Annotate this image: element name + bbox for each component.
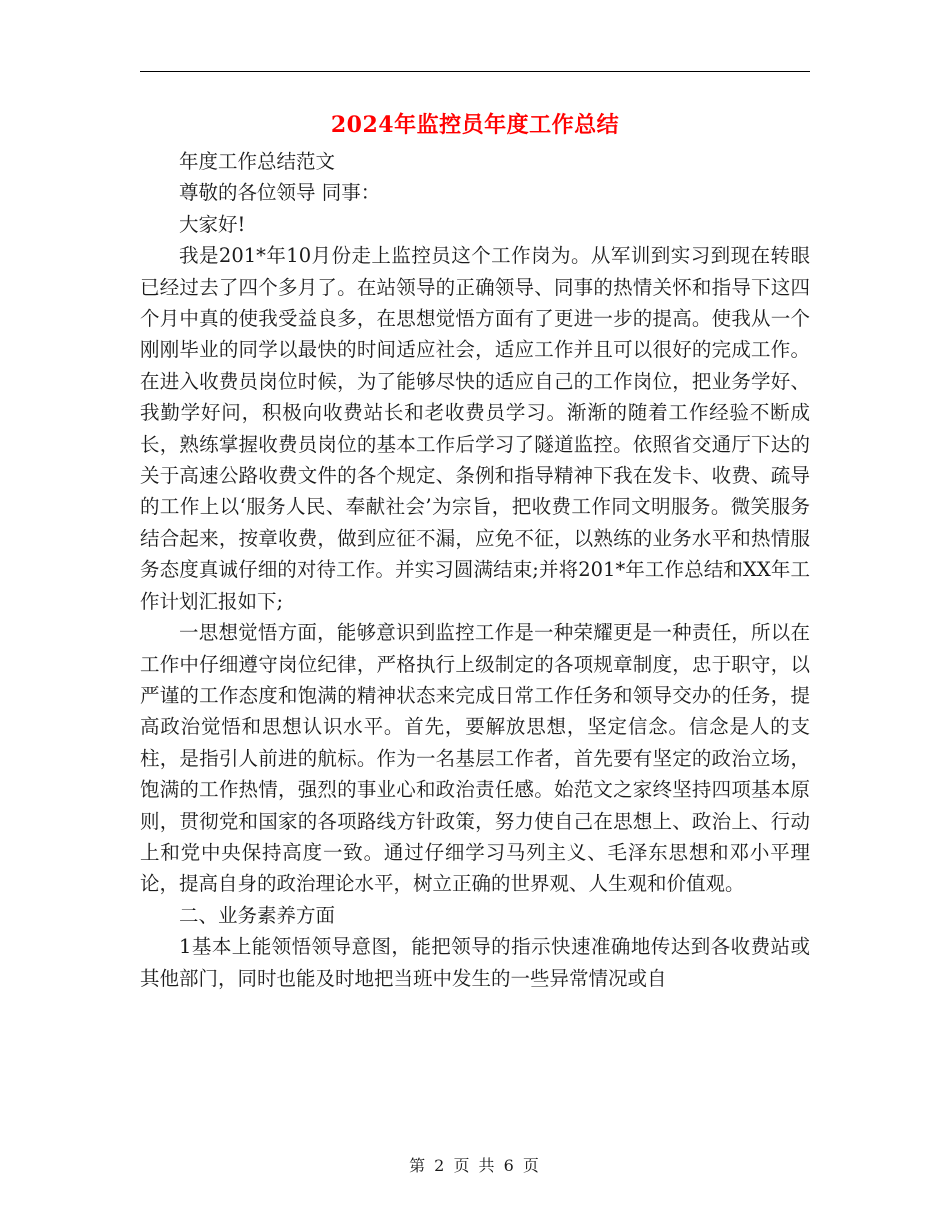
- paragraph-salutation: 尊敬的各位领导 同事：: [179, 181, 381, 205]
- paragraph-ideology: 一思想觉悟方面，能够意识到监控工作是一种荣耀更是一种责任，所以在工作中仔细遵守岗位纪律，严格执行上级制定的各项规章制度，忠于职守，以严谨的工作态度和饱满的精神状态来完成日常工作任务和领导交办的任务，提高政治觉悟和思想认识水平。首先，要解放思想，坚定信念。信念是人的支柱，是指引人前进的航标。作为一名基层工作者，首先要有坚定的政治立场，饱满的工作热情，强烈的事业心和政治责任感。始范文之家终坚持四项基本原则，贯彻党和国家的各项路线方针政策，努力使自己在思想上、政治上、行动上和党中央保持高度一致。通过仔细学习马列主义、毛泽东思想和邓小平理论，提高自身的政治理论水平，树立正确的世界观、人生观和价值观。: [140, 621, 810, 896]
- page-number-footer: 第 2 页 共 6 页: [409, 1156, 541, 1175]
- paragraph-greeting: 大家好!: [179, 212, 246, 236]
- paragraph-subtitle: 年度工作总结范文: [179, 150, 336, 173]
- document-body: [140, 146, 810, 994]
- document-title: 2024年监控员年度工作总结: [330, 112, 620, 138]
- paragraph-intro: 我是201*年10月份走上监控员这个工作岗为。从军训到实习到现在转眼已经过去了四个多月了。在站领导的正确领导、同事的热情关怀和指导下这四个月中真的使我受益良多，在思想觉悟方面有了更进一步的提高。使我从一个刚刚毕业的同学以最快的时间适应社会，适应工作并且可以很好的完成工作。在进入收费员岗位时候，为了能够尽快的适应自己的工作岗位，把业务学好、我勤学好问，积极向收费站长和老收费员学习。渐渐的随着工作经验不断成长，熟练掌握收费员岗位的基本工作后学习了隧道监控。依照省交通厅下达的关于高速公路收费文件的各个规定、条例和指导精神下我在发卡、收费、疏导的工作上以‘服务人民、奉献社会’为宗旨，把收费工作同文明服务。微笑服务结合起来，按章收费，做到应征不漏，应免不征，以熟练的业务水平和热情服务态度真诚仔细的对待工作。并实习圆满结束;并将201*年工作总结和XX年工作计划汇报如下;: [140, 244, 810, 613]
- paragraph-section-heading: 二、业务素养方面: [179, 903, 336, 927]
- header-rule: [140, 71, 810, 72]
- paragraph-business: 1基本上能领悟领导意图，能把领导的指示快速准确地传达到各收费站或其他部门，同时也能及时地把当班中发生的一些异常情况或自: [140, 935, 810, 990]
